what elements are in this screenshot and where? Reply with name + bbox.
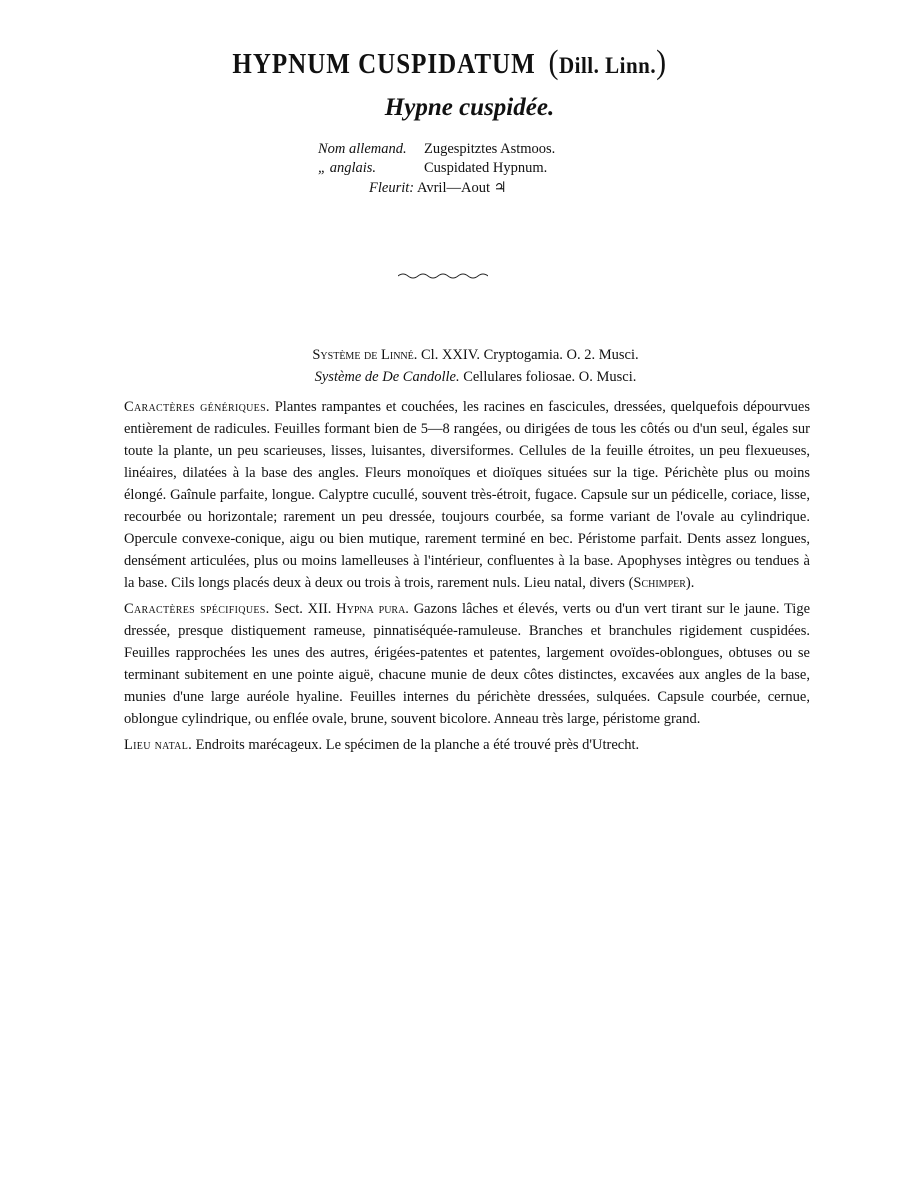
french-name: Hypne cuspidée. — [384, 94, 555, 121]
system-candolle: Système de De Candolle. Cellulares foliosae. O. Musci. — [314, 369, 637, 385]
habitat: Lieu natal. Endroits marécageux. Le spécimen de la planche a été trouvé près d'Utrecht. — [124, 737, 640, 753]
wave-ornament-icon — [398, 271, 488, 281]
specific-characters: Caractères spécifiques. Sect. XII. Hypna pura. Gazons lâches et élevés, verts ou d'un vert tirant sur le jaune. Tige dressée, presque distiquement rameuse, pinnatiséquée-ramuleuse. Branches et branchules rigidement cuspidées. Feuilles rapprochées les unes des autres, érigées-patentes et patentes, largement ovoïdes-oblongues, obtuses ou se terminant subitement en une pointe aiguë, chacune munie de deux côtes distinctes, excavées aux angles de la base, munies d'une large auréole hyaline. Feuilles internes du périchète dressées, sulquées. Capsule courbée, cernue, oblongue cylindrique, ou enflée ovale, brune, souvent bicolore. Anneau très large, péristome grand. — [124, 601, 811, 727]
common-name-english: „ anglais. Cuspidated Hypnum. — [318, 160, 548, 176]
generic-characters: Caractères génériques. Plantes rampantes et couchées, les racines en fascicules, dressées, quelquefois dépourvues entièrement de radicules. Feuilles formant bien de 5—8 rangées, ou dirigées de tous les côtés ou d'un seul, égales sur toute la plante, un peu scarieuses, lisses, luisantes, diversiformes. Cellules de la feuille étroites, un peu flexueuses, linéaires, dilatées à la base des angles. Fleurs monoïques et dioïques situées sur la tige. Périchète plus ou moins élongé. Gaînule parfaite, longue. Calyptre cucullé, souvent très-étroit, fugace. Capsule sur un pédicelle, coriace, lisse, recourbée ou horizontale; rarement un peu dressée, toujours courbée, sa forme variant de l'ovale au cylindrique. Opercule convexe-conique, aigu ou bien mutique, rarement terminé en bec. Péristome parfait. Dents assez longues, densément articulées, plus ou moins lamelleuses à l'intérieur, confluentes à la base. Apophyses intègres ou tendues à la base. Cils longs placés deux à deux ou trois à trois, rarement nuls. Lieu natal, divers (Schimper). — [124, 399, 811, 591]
header — [0, 43, 899, 122]
title-main: HYPNUM CUSPIDATUM — [232, 49, 536, 80]
description-body — [124, 396, 810, 756]
species-title — [232, 44, 666, 82]
common-names — [318, 140, 555, 178]
flowering-period: Fleurit: Avril—Aout ♃ — [369, 180, 507, 196]
title-authority: (Dill. Linn.) — [548, 43, 667, 81]
ornament-divider — [398, 268, 488, 286]
common-name-german: Nom allemand. Zugespitztes Astmoos. — [318, 141, 556, 157]
system-linne: Système de Linné. Cl. XXIV. Cryptogamia. O. 2. Musci. — [312, 347, 639, 363]
